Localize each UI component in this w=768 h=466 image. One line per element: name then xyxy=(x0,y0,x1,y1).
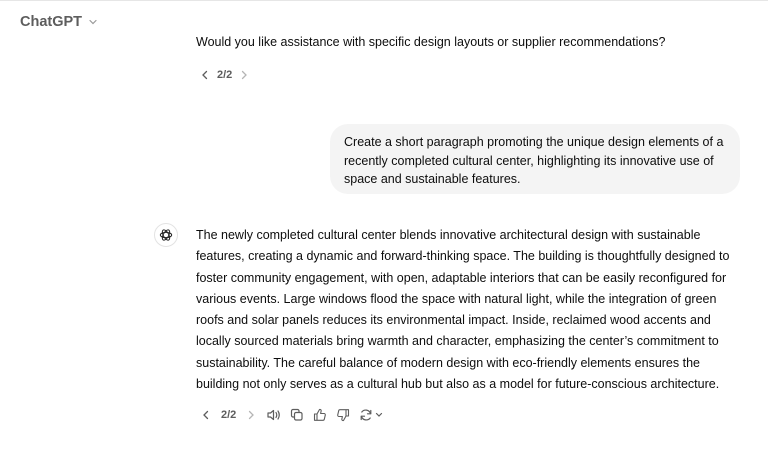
chevron-down-icon[interactable] xyxy=(375,407,383,423)
speaker-icon[interactable] xyxy=(266,407,282,423)
pager-count: 2/2 xyxy=(217,69,233,81)
chevron-right-icon[interactable] xyxy=(243,407,259,423)
chevron-right-icon[interactable] xyxy=(239,68,249,82)
chevron-left-icon[interactable] xyxy=(198,407,214,423)
regenerate-icon[interactable] xyxy=(358,407,374,423)
chevron-down-icon xyxy=(88,17,98,27)
thumbs-up-icon[interactable] xyxy=(312,407,328,423)
model-selector[interactable] xyxy=(20,14,98,30)
previous-message-text: Would you like assistance with specific design layouts or supplier recommendations? xyxy=(196,35,666,49)
assistant-message: The newly completed cultural center blends innovative architectural design with sustainable features, creating a dynamic and forward-thinking space. The building is thoughtfully designed to foster community engagement, with open, adaptable interiors that can be easily reconfigured for various events. Large windows flood the space with natural light, while the integration of green roofs and solar panels reduces its environmental impact. Inside, reclaimed wood accents and locally sourced materials bring warmth and character, emphasizing the center’s commitment to sustainability. The careful balance of modern design with eco-friendly elements ensures the building not only serves as a cultural hub but also as a model for future-conscious architecture. xyxy=(196,228,730,392)
message-actions xyxy=(198,407,383,423)
pager-count: 2/2 xyxy=(221,409,237,421)
thumbs-down-icon[interactable] xyxy=(335,407,351,423)
previous-response-pager xyxy=(200,68,249,82)
user-message: Create a short paragraph promoting the unique design elements of a recently completed cultural center, highlighting its innovative use of space and sustainable features. xyxy=(330,124,740,194)
openai-logo-icon xyxy=(154,223,178,247)
copy-icon[interactable] xyxy=(289,407,305,423)
chevron-left-icon[interactable] xyxy=(200,68,210,82)
top-divider xyxy=(0,0,768,1)
previous-message-tail xyxy=(196,34,756,52)
app-title: ChatGPT xyxy=(20,14,83,30)
